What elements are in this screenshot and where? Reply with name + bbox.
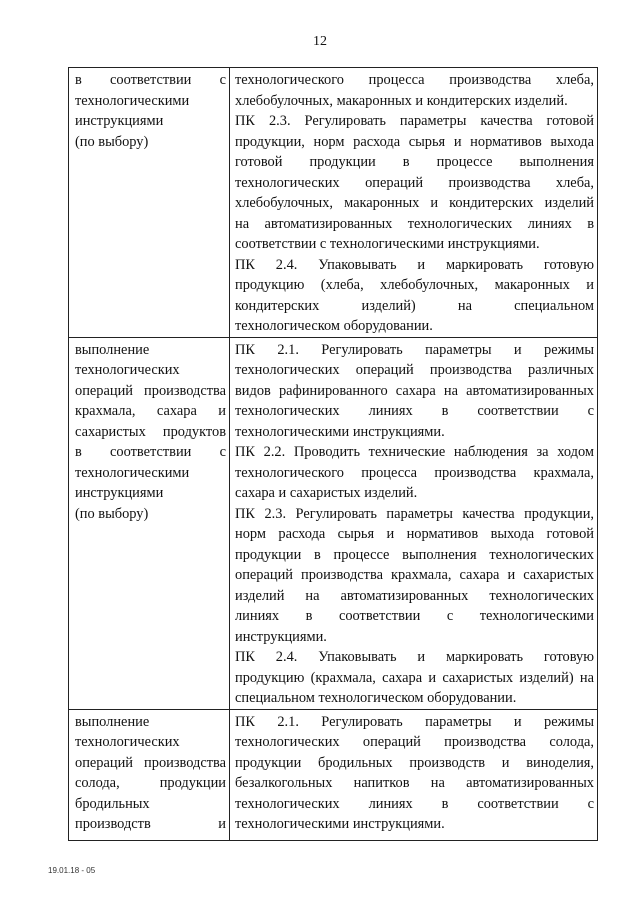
competency-text-line: ПК 2.3. Регулировать параметры качества продукции, (235, 505, 594, 522)
activity-text-line: операций производства (75, 382, 226, 399)
competency-text-line: технологическом оборудовании. (235, 318, 433, 334)
competency-text-line: линиях в соответствии с технологическими (235, 608, 594, 624)
activity-text-line: выполнение (75, 341, 150, 358)
competency-text-line: на автоматизированных технологических линиях в (235, 215, 594, 232)
competencies-table (68, 67, 598, 841)
document-code: 19.01.18 - 05 (48, 866, 96, 875)
activity-text-line: операций производства (75, 754, 226, 771)
competency-text-line: продукцию (хлеба, хлебобулочных, макаронных и (235, 277, 594, 293)
table-row (69, 709, 598, 840)
competency-text-line: технологических операций производства хлеба, (235, 174, 594, 191)
competency-text-line: ПК 2.2. Проводить технические наблюдения за ходом (235, 444, 594, 460)
competency-text-line: продукции в процессе выполнения технологических (235, 546, 594, 563)
competency-cell (230, 68, 598, 338)
table-row (69, 68, 598, 338)
competency-text-line: технологических операций производства различных (235, 362, 594, 378)
competency-text-line: продукцию (крахмала, сахара и сахаристых изделий) на (235, 669, 594, 686)
competency-text-line: норм расхода сырья и нормативов выхода готовой (235, 526, 594, 542)
activity-text-line: выполнение (75, 713, 150, 730)
competency-text-line: хлебобулочных, макаронных и кондитерских изделий (235, 195, 594, 211)
table-row (69, 337, 598, 709)
competency-text-line: технологических операций производства солода, (235, 734, 594, 750)
activity-text-line: бродильных (75, 795, 150, 812)
competency-cell (230, 709, 598, 840)
competency-text-line: безалкогольных напитков на автоматизированных (235, 775, 594, 791)
competency-text-line: ПК 2.4. Упаковывать и маркировать готовую (235, 649, 594, 665)
activity-text-line: технологических (75, 734, 180, 750)
activity-text-line: инструкциями (75, 113, 164, 129)
activity-text-line: технологическими (75, 464, 190, 481)
competency-text-line: технологическими инструкциями. (235, 423, 445, 440)
activity-text-line: производств и (75, 816, 226, 832)
competency-text-line: технологических линиях в соответствии с (235, 795, 594, 812)
competency-text-line: соответствии с технологическими инструкциями. (235, 236, 540, 252)
competency-text-line: ПК 2.1. Регулировать параметры и режимы (235, 713, 594, 730)
activity-cell (69, 337, 230, 709)
competency-text-line: ПК 2.3. Регулировать параметры качества готовой (235, 113, 594, 129)
activity-text-line: сахаристых продуктов (75, 423, 226, 440)
competency-text-line: специальном технологическом оборудовании. (235, 690, 517, 706)
competency-text-line: видов рафинированного сахара на автоматизированных (235, 382, 594, 399)
competency-text-line: технологического процесса производства хлеба, (235, 72, 594, 88)
activity-text-line: технологическими (75, 92, 190, 109)
competency-text-line: операций производства крахмала, сахара и сахаристых (235, 567, 594, 583)
competency-text-line: инструкциями. (235, 628, 327, 645)
competency-text-line: хлебобулочных, макаронных и кондитерских изделий. (235, 92, 568, 109)
activity-cell (69, 709, 230, 840)
competency-text-line: технологическими инструкциями. (235, 816, 445, 832)
competency-text-line: продукции бродильных производств и виноделия, (235, 754, 594, 771)
competency-cell (230, 337, 598, 709)
activity-text-line: (по выбору) (75, 505, 149, 522)
activity-text-line: в соответствии с (75, 72, 226, 88)
page-number: 12 (313, 34, 327, 49)
activity-text-line: в соответствии с (75, 444, 226, 460)
activity-text-line: технологических (75, 362, 180, 378)
competency-text-line: ПК 2.4. Упаковывать и маркировать готовую (235, 256, 594, 273)
activity-text-line: крахмала, сахара и (75, 403, 226, 419)
competency-text-line: продукции, норм расхода сырья и нормативов выхода (235, 133, 594, 150)
competency-text-line: технологического процесса производства крахмала, (235, 464, 594, 481)
competency-text-line: сахара и сахаристых изделий. (235, 485, 418, 501)
activity-text-line: (по выбору) (75, 133, 149, 150)
competency-text-line: технологических линиях в соответствии с (235, 403, 594, 419)
competency-text-line: кондитерских изделий) на специальном (235, 297, 594, 314)
activity-cell (69, 68, 230, 338)
activity-text-line: инструкциями (75, 485, 164, 501)
competency-text-line: изделий на автоматизированных технологических (235, 587, 594, 604)
competency-text-line: готовой продукции в процессе выполнения (235, 154, 594, 170)
activity-text-line: солода, продукции (75, 775, 226, 791)
competency-text-line: ПК 2.1. Регулировать параметры и режимы (235, 341, 594, 358)
